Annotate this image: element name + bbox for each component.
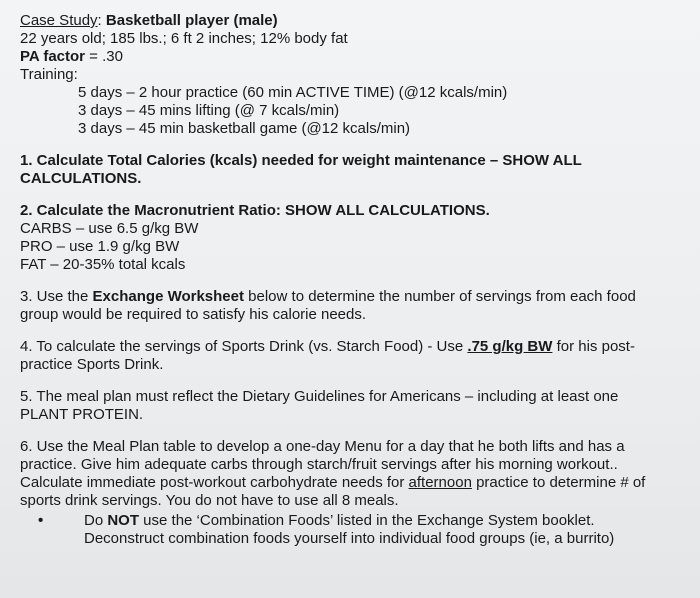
q1-emphasis: SHOW ALL xyxy=(502,152,582,169)
q5-line1: 5. The meal plan must reflect the Dietary Guidelines for Americans – including at least one xyxy=(20,388,619,405)
q1-text: 1. Calculate Total Calories (kcals) needed for weight maintenance – xyxy=(20,152,503,169)
pa-factor xyxy=(20,48,680,66)
q4-dose: .75 g/kg BW xyxy=(467,338,553,355)
question-2 xyxy=(20,202,680,274)
q6-line3-suffix: practice to determine # of xyxy=(471,474,646,491)
macro-fat: FAT – 20-35% total kcals xyxy=(20,256,186,273)
training-item-2: 3 days – 45 mins lifting (@ 7 kcals/min) xyxy=(78,102,340,119)
macro-protein: PRO – use 1.9 g/kg BW xyxy=(20,238,180,255)
q6-bullet xyxy=(20,512,680,548)
macro-carbs: CARBS – use 6.5 g/kg BW xyxy=(20,220,199,237)
q4-suffix: for his post- xyxy=(552,338,635,355)
q2-emphasis: SHOW ALL CALCULATIONS. xyxy=(285,202,490,219)
question-4 xyxy=(20,338,680,374)
question-3 xyxy=(20,288,680,324)
q3-line2: group would be required to satisfy his calorie needs. xyxy=(20,306,367,323)
q3-suffix: below to determine the number of servings from each food xyxy=(244,288,636,305)
q6-line3: Calculate immediate post-workout carbohydrate needs for xyxy=(20,474,409,491)
q3-exchange-worksheet: Exchange Worksheet xyxy=(92,288,244,305)
pa-factor-value: = .30 xyxy=(85,48,123,65)
question-6 xyxy=(20,438,680,548)
training-item-3: 3 days – 45 min basketball game (@12 kcals/min) xyxy=(78,120,411,137)
q4-line2: practice Sports Drink. xyxy=(20,356,164,373)
q6-afternoon: afternoon xyxy=(408,474,472,491)
q4-prefix: 4. To calculate the servings of Sports Drink (vs. Starch Food) - Use xyxy=(20,338,468,355)
case-study-label: Case Study xyxy=(20,12,98,29)
case-study-colon: : xyxy=(97,12,102,29)
case-study-heading xyxy=(20,12,680,30)
q6-bullet-prefix: Do xyxy=(84,512,108,529)
q6-bullet-not: NOT xyxy=(107,512,140,529)
q1-line2: CALCULATIONS. xyxy=(20,170,142,187)
q6-line2: practice. Give him adequate carbs through starch/fruit servings after his morning workout.. xyxy=(20,456,618,473)
question-1 xyxy=(20,152,680,188)
training-item-1: 5 days – 2 hour practice (60 min ACTIVE TIME) (@12 kcals/min) xyxy=(78,84,508,101)
q6-bullet-line2: Deconstruct combination foods yourself into individual food groups (ie, a burrito) xyxy=(84,530,615,547)
q5-line2: PLANT PROTEIN. xyxy=(20,406,144,423)
q6-line4: sports drink servings. You do not have to use all 8 meals. xyxy=(20,492,399,509)
training-label: Training: xyxy=(20,66,78,83)
case-study-title: Basketball player (male) xyxy=(105,12,278,29)
bullet-dot-icon: • xyxy=(38,512,44,529)
question-5 xyxy=(20,388,680,424)
q3-prefix: 3. Use the xyxy=(20,288,93,305)
q2-title: 2. Calculate the Macronutrient Ratio: xyxy=(20,202,286,219)
q6-bullet-rest: use the ‘Combination Foods’ listed in the Exchange System booklet. xyxy=(139,512,595,529)
player-stats: 22 years old; 185 lbs.; 6 ft 2 inches; 12% body fat xyxy=(20,30,348,47)
q6-line1: 6. Use the Meal Plan table to develop a one-day Menu for a day that he both lifts and has a xyxy=(20,438,625,455)
pa-factor-label: PA factor xyxy=(20,48,86,65)
